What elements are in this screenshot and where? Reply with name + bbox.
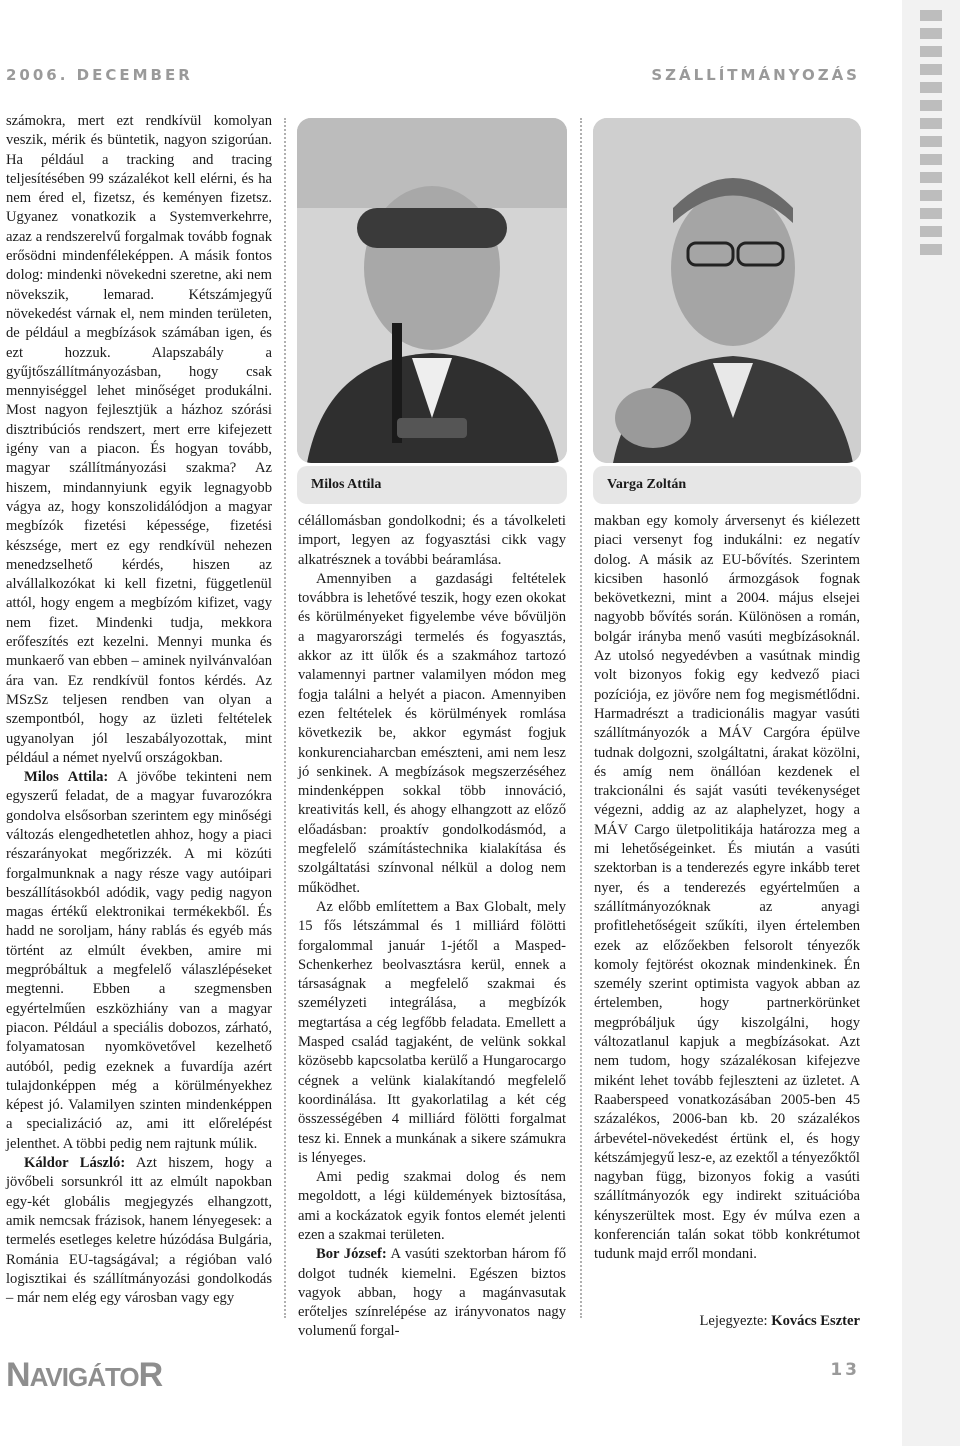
header-date: 2006. DECEMBER bbox=[6, 66, 193, 84]
article-column-2 bbox=[298, 512, 566, 1342]
author-credit bbox=[594, 1313, 860, 1330]
logo-part: AVIGÁTO bbox=[29, 1362, 139, 1392]
author-name: Kovács Eszter bbox=[771, 1313, 860, 1329]
navigator-logo bbox=[6, 1356, 162, 1395]
paragraph-text: Az előbb említettem a Bax Globalt, mely 15 fős létszámmal és 1 milliárd fölötti forgalommal január 1-jétől a Masped-Schenkerhez beolvasztásra kerül, ennek a társaságnak a megfelelő szakmai és személyzeti integrálása, a megbízók megtartása a cég legfőbb feladata. Emellett a Masped család tagjaként, de velünk sokkal közösebb kapcsolatba kerülő a Hungarocargo cégnek a velünk kialakítandó megfelelő koordinálása. Itt gyakorlatilag a két cég összességében 4 milliárd fölötti forgalmat tesz ki. Ennek a munkának a sikere számukra is lényeges. bbox=[298, 898, 566, 1166]
edge-square bbox=[920, 118, 942, 129]
paragraph-text: A jövőbe tekinteni nem egyszerű feladat, de a magyar fuvarozókra gondolva elsősorban szerintem egy minőségi változás elengedhetetlen ahhoz, hogy a piaci részarányokat megőrizzék. A mi közúti forgalmunknak a nagy része vagy autóipari beszállításokból adódik, vagy pedig nagyon magas értékű elektronikai termékekből. És hadd ne soroljam, hány rablás és egyéb más történt az elmúlt években, amire mi megpróbáltuk a megfelelő válaszlépéseket megtenni. Ebben a szegmensben egyértelműen eszközhiány van a magyar piacon. Például a speciális dobozos, zárható, folyamatosan nyomkövetővel kezelhető autóból, pedig ezeknek a fuvardíja azért tulajdonképpen még a körülményekhez képest jó. Valamilyen szinten mindenképpen a specializáció az, ami itt előrelépést jelenthet. A többi pedig nem rajtunk múlik. bbox=[6, 769, 273, 1152]
paragraph-text: Azt hiszem, hogy a jövőbeli sorsunkról itt az elmúlt napokban egy-két globális megjegyzés elhangzott, amik nemcsak frázisok, hanem lényegesek: a termelés esetleges keletre húzódása Bulgária, Románia EU-tagságával; a régióban való logisztikai és szállítmányozási gondolkodás – már nem elég egy városban vagy egy bbox=[6, 1155, 272, 1307]
portrait-photo-milos bbox=[297, 118, 567, 463]
paragraph bbox=[298, 512, 566, 570]
edge-square bbox=[920, 136, 942, 147]
speaker-name: Káldor László: bbox=[24, 1155, 126, 1172]
paragraph-text: célállomásban gondolkodni; és a távolkeleti import, legyen az fogyasztási cikk vagy alkatrésznek a további beáramlása. bbox=[298, 513, 566, 568]
page-number: 13 bbox=[830, 1360, 860, 1380]
logo-part: N bbox=[6, 1356, 30, 1394]
paragraph-text: makban egy komoly árversenyt és kiélezett piaci versenyt fog indukálni: ez negatív dolog. A másik az EU-bővítés. Szerintem kicsiben hasonló ármozgások fognak bekövetkezni, mint a 2004. május elsejei nagyobb bővítés során. Különösen a román, bolgár irányba menő vasúti megbízásoknál. Az utolsó negyedévben a vasútnak mindig volt bizonyos fokig egy kedvező piaci pozíciója, ez jövőre nem fog megismétlődni. Harmadrészt a tradicionális magyar vasúti szállítmányozók a MÁV Cargóra épülve tudnak dolgozni, szolgáltatni, árakat közölni, és amíg nem önállóan kezdenek el trakcionálni és saját vasúti tevékenységet végezni, addig az az alaphelyzet, hogy a MÁV Cargo ületpolitikája határozza meg a mi lehetőségeinket. És miután a vasúti szektorban is a tenderezés egyre inkább teret nyer, és a tenderezés egyértelműen a szállítmányozóknak az anyagi profitlehetőségeit szűkíti, ilyen értelemben ezek az előzőekben felsorolt tényezők komoly fejtörést okoznak mindenkinek. Én személy szerint optimista vagyok abban az értelemben, hogy partnerkörünket megpróbáljuk úgy kiszolgálni, hogy változatlanul kapjuk a megbízásokat. Azt nem tudom, hogy százalékosan kifejezve miként lehet tovább fejleszteni az üzletet. A Raaberspeed vonatkozásában 2005-ben 45 százalékos, 2006-ban kb. 20 százalékos árbevétel-növekedést értünk el, és hogy kétszámjegyű lesz-e, az ezektől a tényezőktől nagyban függ, bizonyos fokig a vasúti szállítmányozók egy indirekt szituációba kényszerültek most. Egy év múlva ezen a konferencián talán sokat több konkrétumot tudunk majd erről mondani. bbox=[594, 513, 860, 1263]
edge-square bbox=[920, 208, 942, 219]
article-column-1 bbox=[6, 112, 272, 1308]
edge-square bbox=[920, 28, 942, 39]
paragraph bbox=[298, 1245, 566, 1341]
paragraph-text: számokra, mert ezt rendkívül komolyan veszik, mérik és büntetik, nagyon szigorúan. Ha például a tracking and tracing teljesítésében 99 százalékot kell elérni, és ha nem éred el, fizetsz, és keményen fizetsz. Ugyanez vonatkozik a Systemverkehrre, azaz a rendszerelvű forgalmak tovább fognak erősödni mindenféleképpen. A másik fontos dolog: mindenki növekedni szeretne, aki nem növekszik, lemarad. Kétszámjegyű növekedést várnak el, nem minden területen, de például a megbízások számában igen, és ezt hozzuk. Alapszabály a gyűjtőszállítmányozásban, hogy csak mennyiséggel lehet minőséget produkálni. Most nagyon fejlesztjük a házhoz szórási disztribúciós rendszert, mert erre kifejezett igény van a piacon. És hogyan tovább, magyar szállítmányozási szakma? Az hiszem, mindannyiunk egyik legnagyobb vágya az, hogy konszolidálódjon a magyar megbízók fizetési képessége, fizetési készsége, mert ez egy rendkívül nehezen menedzselhető kérdés, hiszen az alvállalkozókat ki kell fizetni, függetlenül attól, hogy engem a megbízóm kifizet, vagy nem fizet. Mindenki tudja, mekkora erőfeszítés ezt kezelni. Mennyi munka és munkaerő van ebben – aminek nyilvánvalóan ára van. Ez rendkívül fontos kérdés. Az MSzSz teljesen rendben van olyan a szempontból, hogy az üzleti feltételek ugyanolyan jól leszabályozottak, mint például a német nyelvű országokban. bbox=[6, 113, 272, 766]
speaker-name: Bor József: bbox=[316, 1246, 387, 1263]
speaker-name: Milos Attila: bbox=[24, 769, 109, 786]
column-divider bbox=[284, 118, 286, 1318]
paragraph bbox=[6, 1154, 272, 1308]
edge-square bbox=[920, 190, 942, 201]
edge-square bbox=[920, 46, 942, 57]
edge-square bbox=[920, 226, 942, 237]
photo-caption: Milos Attila bbox=[297, 466, 567, 504]
edge-square bbox=[920, 10, 942, 21]
portrait-photo-varga bbox=[593, 118, 861, 463]
photo-caption: Varga Zoltán bbox=[593, 466, 861, 504]
paragraph bbox=[594, 512, 860, 1265]
paragraph bbox=[298, 898, 566, 1168]
paragraph-text: A vasúti szektorban három fő dolgot tudnék kiemelni. Egészen biztos vagyok abban, hogy a magánvasutak erőteljes színrelépése az irányvonatos nagy volumenű forgal- bbox=[298, 1246, 567, 1340]
logo-part: R bbox=[138, 1356, 163, 1394]
paragraph bbox=[6, 112, 272, 768]
paragraph bbox=[298, 1168, 566, 1245]
paragraph bbox=[6, 768, 272, 1154]
edge-square bbox=[920, 154, 942, 165]
paragraph-text: Amennyiben a gazdasági feltételek továbbra is lehetővé teszik, hogy ezen okokat és körülményeket figyelembe véve bővüljön a magyarországi termelés és fogyasztás, akkor az itt ülők és a szakmához tartozó valamennyi partner valamilyen módon meg fogja találni a helyét a piacon. Amennyiben ezen feltételek és körülmények romlása következik be, akkor egymást fogjuk konkurenciaharcban emészteni, ami nem lesz jó senkinek. A megbízások megszerzéséhez mindenképpen sokkal több innováció, kreativitás kell, és ahogy elhangzott az előző előadásban: proaktív gondolkodásmód, a megfelelő számítástechnika kialakítása és szolgáltatási színvonal nélkül a dolog nem működhet. bbox=[298, 570, 566, 896]
paragraph bbox=[298, 570, 566, 898]
edge-square bbox=[920, 244, 942, 255]
column-divider bbox=[580, 118, 582, 1318]
edge-square bbox=[920, 172, 942, 183]
page-edge-bar bbox=[902, 0, 960, 1446]
article-column-3 bbox=[594, 512, 860, 1265]
author-prefix: Lejegyezte: bbox=[699, 1313, 768, 1329]
edge-square bbox=[920, 82, 942, 93]
paragraph-text: Ami pedig szakmai dolog és nem megoldott, a légi küldemények biztosítása, ami a kockázatok egyik fontos elemét jelenti ezen a szakmai területen. bbox=[298, 1169, 566, 1243]
header-section: SZÁLLÍTMÁNYOZÁS bbox=[651, 66, 860, 84]
edge-square bbox=[920, 64, 942, 75]
edge-square bbox=[920, 100, 942, 111]
